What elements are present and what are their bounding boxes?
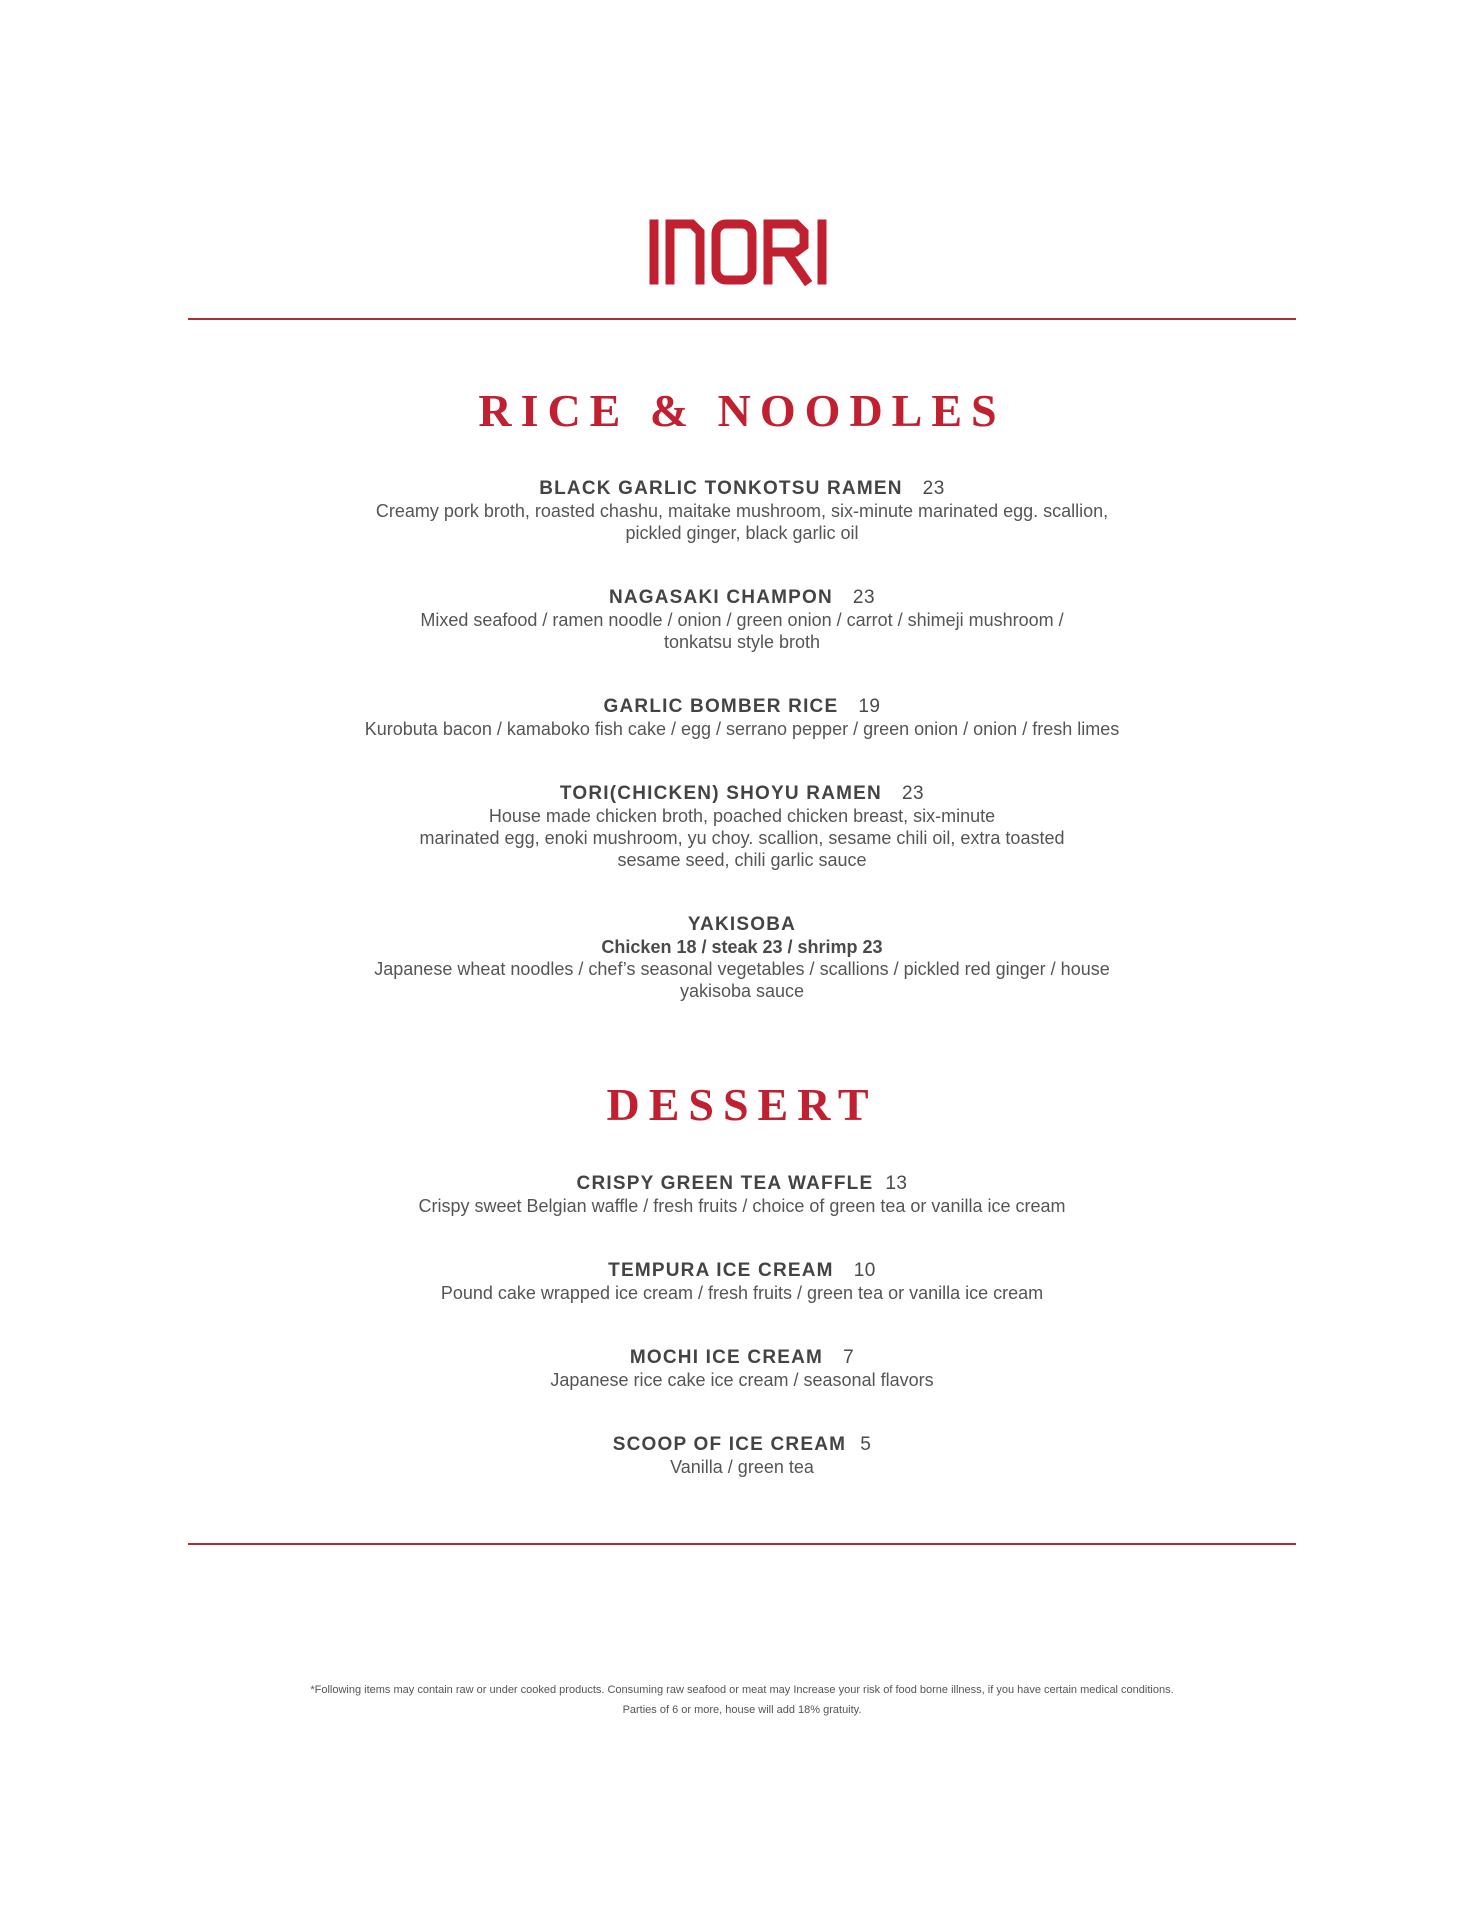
item-description: Crispy sweet Belgian waffle / fresh fruits / choice of green tea or vanilla ice cream xyxy=(418,1196,1066,1216)
item-name: CRISPY GREEN TEA WAFFLE xyxy=(576,1173,874,1194)
item-name: TEMPURA ICE CREAM xyxy=(608,1260,834,1281)
item-description: Vanilla / green tea xyxy=(670,1457,814,1477)
item-price: 5 xyxy=(860,1434,872,1455)
item-name: NAGASAKI CHAMPON xyxy=(608,587,833,608)
item-description: Mixed seafood / ramen noodle / onion / green onion / carrot / shimeji mushroom / xyxy=(420,610,1064,630)
menu-item xyxy=(300,1347,1184,1391)
item-name: YAKISOBA xyxy=(687,914,797,935)
top-divider xyxy=(188,318,1296,320)
menu-item xyxy=(300,696,1184,740)
item-description: Kurobuta bacon / kamaboko fish cake / egg / serrano pepper / green onion / onion / fresh limes xyxy=(364,719,1120,739)
item-description: marinated egg, enoki mushroom, yu choy. scallion, sesame chili oil, extra toasted xyxy=(419,828,1065,848)
footnote-raw-food-warning: *Following items may contain raw or under cooked products. Consuming raw seafood or meat may Increase your risk of food borne illness, if you have certain medical conditions. xyxy=(310,1684,1174,1696)
menu-item xyxy=(300,783,1184,871)
item-price: 23 xyxy=(852,587,876,608)
item-description: Creamy pork broth, roasted chashu, maitake mushroom, six-minute marinated egg. scallion, xyxy=(375,501,1109,521)
item-description: Japanese rice cake ice cream / seasonal flavors xyxy=(550,1370,934,1390)
footnote-gratuity: Parties of 6 or more, house will add 18% gratuity. xyxy=(622,1704,862,1716)
item-price: 10 xyxy=(853,1260,876,1281)
menu-item xyxy=(300,1434,1184,1478)
item-description: Japanese wheat noodles / chef’s seasonal vegetables / scallions / pickled red ginger / house xyxy=(374,959,1110,979)
menu-item xyxy=(300,1173,1184,1217)
inori-logo xyxy=(648,218,828,288)
item-name: MOCHI ICE CREAM xyxy=(629,1347,824,1368)
footnote xyxy=(0,1680,1484,1720)
item-price: 13 xyxy=(885,1173,908,1194)
item-price: 23 xyxy=(901,783,925,804)
item-price: 7 xyxy=(843,1347,855,1368)
section-title-dessert: DESSERT xyxy=(606,1079,878,1130)
item-description: tonkatsu style broth xyxy=(663,632,821,652)
item-description: yakisoba sauce xyxy=(679,981,805,1001)
item-description: sesame seed, chili garlic sauce xyxy=(617,850,867,870)
item-name: GARLIC BOMBER RICE xyxy=(603,696,839,717)
section-title-rice-noodles: RICE & NOODLES xyxy=(478,385,1006,436)
menu-item xyxy=(300,914,1184,1002)
item-price: 23 xyxy=(922,478,945,499)
menu-item xyxy=(300,478,1184,544)
item-name: BLACK GARLIC TONKOTSU RAMEN xyxy=(539,478,903,499)
item-name: SCOOP OF ICE CREAM xyxy=(612,1434,847,1455)
item-description: pickled ginger, black garlic oil xyxy=(625,523,859,543)
bottom-divider xyxy=(188,1543,1296,1545)
item-price-options: Chicken 18 / steak 23 / shrimp 23 xyxy=(601,937,883,957)
item-description: Pound cake wrapped ice cream / fresh fruits / green tea or vanilla ice cream xyxy=(440,1283,1044,1303)
item-price: 19 xyxy=(858,696,881,717)
menu-item xyxy=(300,1260,1184,1304)
item-description: House made chicken broth, poached chicken breast, six-minute xyxy=(488,806,996,826)
item-name: TORI(CHICKEN) SHOYU RAMEN xyxy=(559,783,882,804)
menu-item xyxy=(300,587,1184,653)
